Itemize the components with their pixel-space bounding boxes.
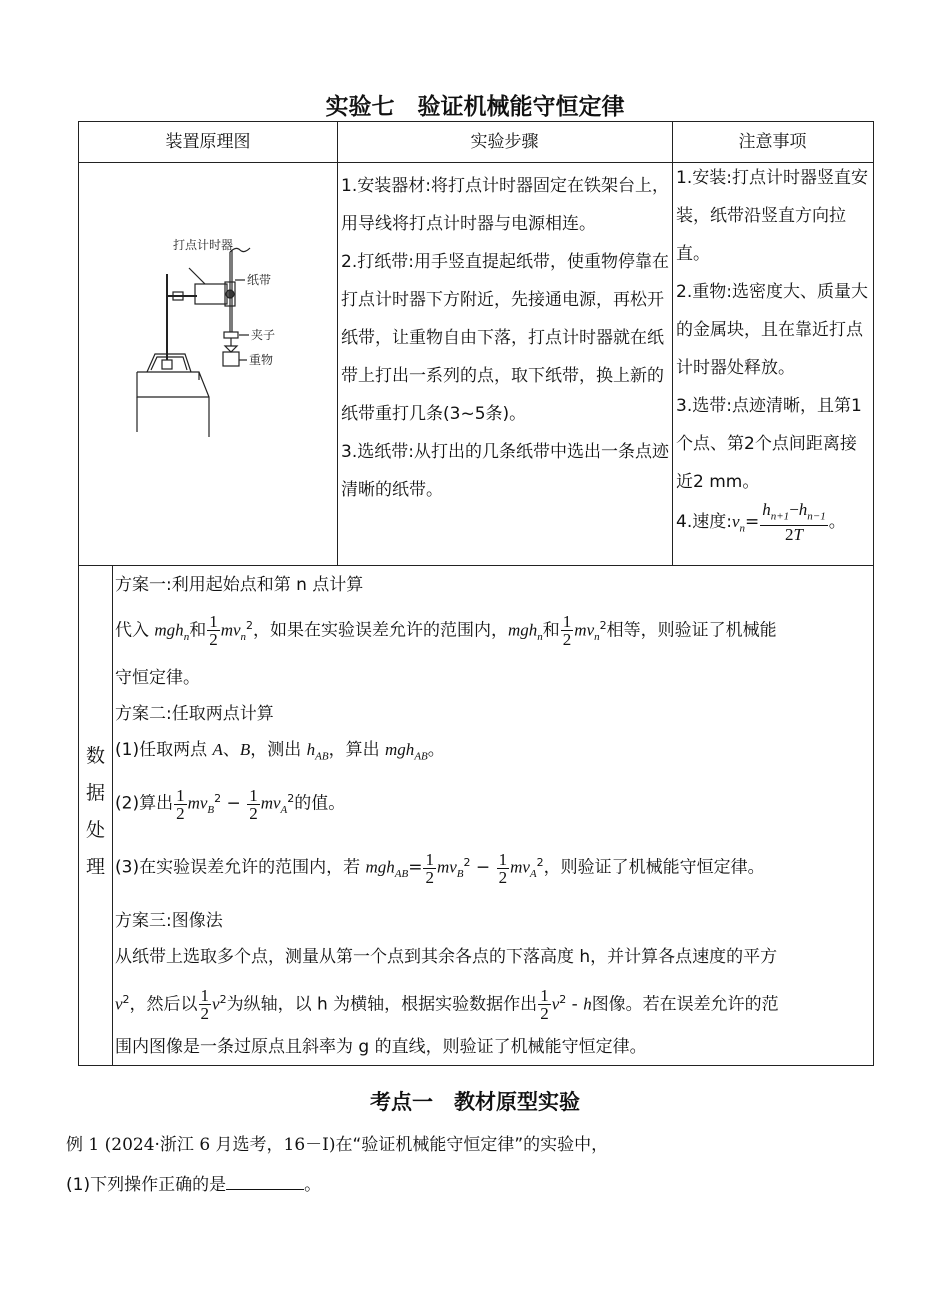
data-processing-cell (115, 567, 865, 1065)
experiment-table (78, 121, 874, 1066)
steps-cell (341, 167, 669, 509)
step-1: 1.安装器材:将打点计时器固定在铁架台上，用导线将打点计时器与电源相连。 (341, 176, 669, 234)
apparatus-diagram (129, 222, 289, 452)
col-divider-1 (337, 122, 338, 565)
example-label: 例 1 (2024·浙江 6 月选考，16－Ⅰ) (66, 1135, 336, 1155)
row-divider (79, 565, 873, 566)
data-label-divider (112, 565, 113, 1065)
example-text: 在“验证机械能守恒定律”的实验中， (335, 1135, 609, 1155)
plan2-title: 方案二:任取两点计算 (115, 704, 274, 725)
note-1: 1.安装:打点计时器竖直安装，纸带沿竖直方向拉直。 (676, 168, 868, 264)
plan2-step3: (3)在实验误差允许的范围内，若 mgh$_{AB}$= $\frac{1}{2}$ $mv_B^2$ − $\frac{1}{2}$ $mv_A^2$，则验证了机械能守恒定律。 (115, 849, 765, 887)
header-notes: 注意事项 (738, 132, 807, 152)
page-title: 实验七 验证机械能守恒定律 (325, 94, 625, 120)
label-clip: 夹子 (251, 328, 276, 342)
notes-cell (676, 159, 872, 548)
question-1-end: 。 (304, 1175, 322, 1195)
note-3: 3.选带:点迹清晰，且第1个点、第2个点间距离接近2 mm。 (676, 396, 862, 492)
plan1-line2: 守恒定律。 (115, 668, 200, 689)
header-apparatus: 装置原理图 (165, 132, 251, 152)
data-processing-label (79, 738, 112, 886)
question-1 (66, 1170, 321, 1195)
label-timer: 打点计时器 (173, 238, 234, 252)
plan3-title: 方案三:图像法 (115, 910, 223, 931)
example-1 (66, 1130, 608, 1155)
question-1-text: (1)下列操作正确的是 (66, 1175, 227, 1195)
step-3: 3.选纸带:从打出的几条纸带中选出一条点迹清晰的纸带。 (341, 442, 669, 500)
col-divider-2 (672, 122, 673, 565)
velocity-formula: $\frac{h_{n+1}-h_{n-1}}{2T}$ (762, 500, 826, 545)
label-tape: 纸带 (247, 273, 272, 287)
data-processing-text: 数据处理 (86, 745, 106, 878)
plan1-line1: 代入 mgh$_n$和 $\frac{1}{2}$ $mv_n^2$，如果在实验误差允许的范围内，mgh$_n$和 $\frac{1}{2}$ $mv_n^2$相等，则验证了机械能 (115, 612, 777, 650)
label-weight: 重物 (249, 353, 274, 367)
header-steps: 实验步骤 (470, 132, 539, 152)
plan2-step2: (2)算出 $\frac{1}{2}$ $mv_B^2$ − $\frac{1}{2}$ $mv_A^2$的值。 (115, 785, 346, 823)
plan2-step1: (1)任取两点 A、B，测出 $h_{AB}$，算出 mgh$_{AB}$。 (115, 740, 445, 763)
note-4: 4.速度$:v_n=$ $\frac{h_{n+1}-h_{n-1}}{2T}$ 。 (676, 500, 846, 545)
note-4-label: 4.速度: (676, 512, 732, 533)
plan3-line1: 从纸带上选取多个点，测量从第一个点到其余各点的下落高度 h，并计算各点速度的平方 (115, 946, 778, 967)
note-2: 2.重物:选密度大、质量大的金属块，且在靠近打点计时器处释放。 (676, 282, 868, 378)
plan3-line3: 围内图像是一条过原点且斜率为 g 的直线，则验证了机械能守恒定律。 (115, 1037, 647, 1058)
plan3-line2: $v^2$，然后以 $\frac{1}{2}$ $v^2$为纵轴，以 h 为横轴，根据实验数据作出 $\frac{1}{2}$ $v^2$ - h图像。若在误差允许的范 (115, 985, 779, 1023)
plan1-title: 方案一:利用起始点和第 n 点计算 (115, 575, 364, 595)
answer-blank[interactable] (226, 1173, 304, 1190)
step-2: 2.打纸带:用手竖直提起纸带，使重物停靠在打点计时器下方附近，先接通电源，再松开纸带，让重物自由下落，打点计时器就在纸带上打出一系列的点，取下纸带，换上新的纸带重打几条(3~5条)。 (341, 252, 669, 424)
section-title: 考点一 教材原型实验 (370, 1090, 580, 1114)
